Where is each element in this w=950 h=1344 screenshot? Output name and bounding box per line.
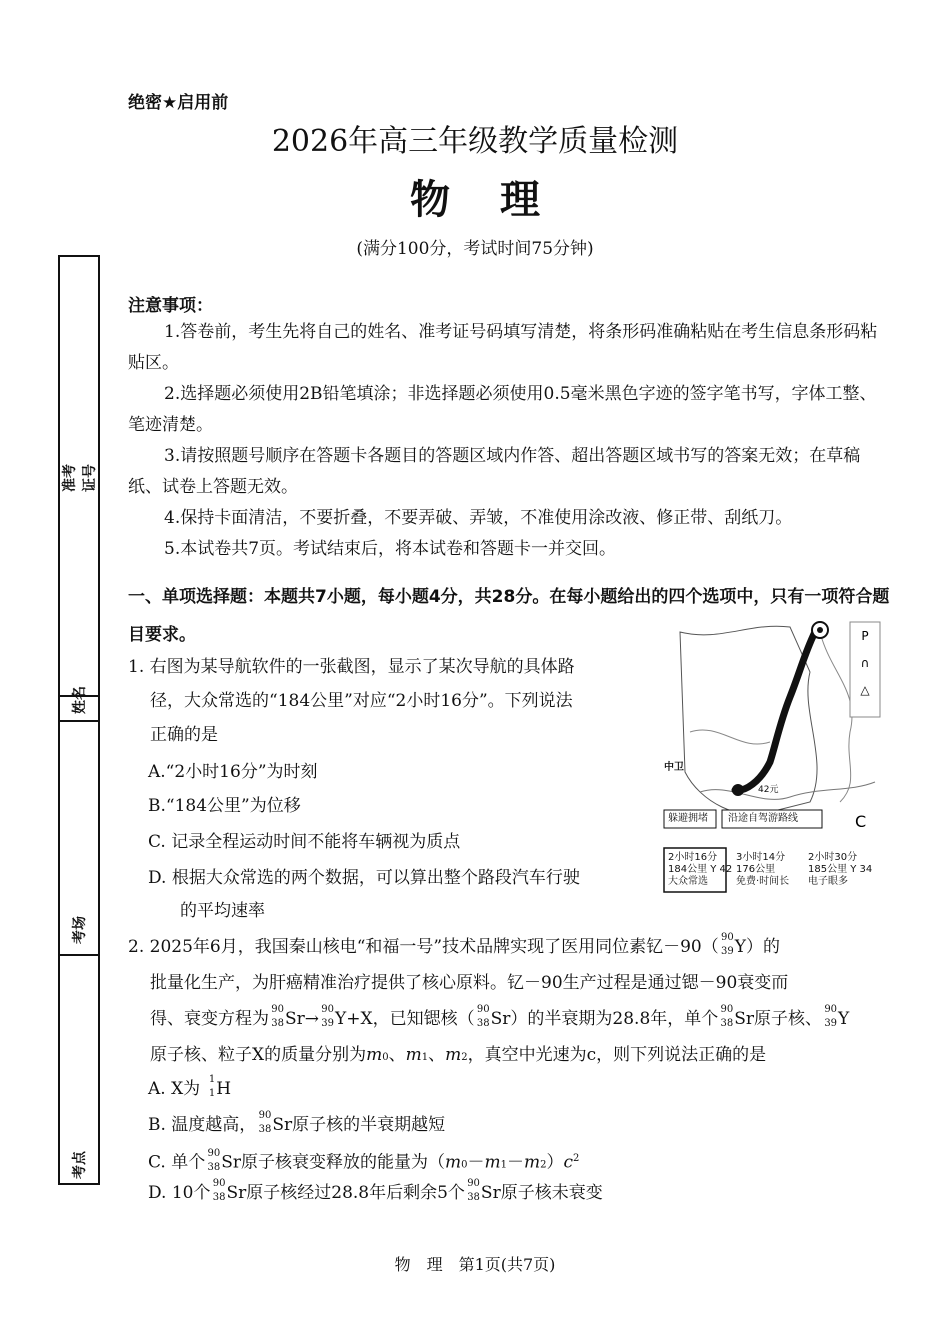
q1-option-d: D. 根据大众常选的两个数据，可以算出整个路段汽车行驶	[148, 868, 580, 888]
page-footer: 物 理 第1页(共7页)	[394, 1255, 556, 1274]
q2-text: +X，已知锶核（	[346, 1009, 475, 1029]
q1-option-c: C. 记录全程运动时间不能将车辆视为质点	[148, 832, 461, 852]
notice-heading: 注意事项：	[128, 296, 213, 316]
side-label-name: 姓名	[72, 686, 88, 714]
notice-item: 1.答卷前，考生先将自己的姓名、准考证号码填写清楚，将条形码准确粘贴在考生信息条形码粘贴区。	[128, 322, 878, 373]
route-option[interactable]	[668, 852, 732, 888]
exam-meta: (满分100分，考试时间75分钟)	[356, 239, 594, 259]
y90-nuclide: 90 39	[720, 932, 734, 957]
avoid-jam-button[interactable]: 躲避拥堵	[668, 813, 708, 824]
q1-option-a: A.“2小时16分”为时刻	[148, 762, 318, 782]
route-distance: 176公里	[736, 864, 776, 875]
y90-nuclide: 90 39	[824, 1004, 838, 1029]
route-option[interactable]	[808, 852, 872, 888]
q2-text: 原子核、	[754, 1009, 823, 1029]
notice-item: 4.保持卡面清洁，不要折叠，不要弄破、弄皱，不准使用涂改液、修正带、刮纸刀。	[164, 508, 793, 528]
notice-item: 3.请按照题号顺序在答题卡各题目的答题区域内作答、超出答题区域书写的答案无效；在草稿纸、试卷上答题无效。	[128, 446, 861, 497]
side-label-admission: 准考证号	[62, 464, 98, 492]
sr90-nuclide: 90 38	[720, 1004, 734, 1029]
side-label-site: 考点	[72, 1151, 88, 1179]
q2-text: ）的	[745, 937, 780, 957]
side-divider	[60, 954, 98, 956]
side-divider	[60, 720, 98, 722]
candidate-info-column	[58, 255, 100, 1185]
q1-stem-line: 径，大众常选的“184公里”对应“2小时16分”。下列说法	[150, 691, 573, 711]
notice-item: 2.选择题必须使用2B铅笔填涂；非选择题必须使用0.5毫米黑色字迹的签字笔书写，字体工整、笔迹清楚。	[128, 384, 877, 435]
q2-option-a: A. X为 1 1 H	[148, 1074, 232, 1099]
refresh-icon: C	[855, 812, 867, 831]
weather-icon: △	[860, 683, 870, 697]
q2-option-b: B. 温度越高， 90 38 Sr原子核的半衰期越短	[148, 1110, 446, 1135]
q2-stem-line: 原子核、粒子X的质量分别为m0、m1、m2，真空中光速为c，则下列说法正确的是	[150, 1045, 767, 1065]
navigation-screenshot	[660, 612, 885, 922]
q2-text: 原子核、粒子X的质量分别为	[150, 1045, 367, 1065]
exam-title: 2026年高三年级教学质量检测	[271, 124, 679, 159]
sr90-nuclide: 90 38	[476, 1004, 490, 1029]
route-option[interactable]	[736, 852, 789, 888]
route-tag: 免费·时间长	[736, 876, 790, 887]
confidential-mark: 绝密★启用前	[128, 93, 229, 113]
q2-text: ，真空中光速为c，则下列说法正确的是	[467, 1045, 767, 1065]
route-tag: 大众常选	[668, 876, 708, 887]
map-toll: 42元	[758, 785, 779, 795]
side-label-room: 考场	[72, 916, 88, 944]
q2-text: ）的半衰期为28.8年，单个	[510, 1009, 719, 1029]
route-distance: 184公里 Y 42	[668, 864, 733, 875]
parking-icon: P	[861, 629, 869, 643]
route-time: 3小时14分	[736, 852, 786, 863]
route-time: 2小时30分	[808, 852, 858, 863]
q2-option-d: D. 10个 90 38 Sr原子核经过28.8年后剩余5个 90 38 Sr原子核未衰变	[148, 1178, 603, 1203]
route-tag: 电子眼多	[808, 876, 848, 887]
tunnel-icon: ∩	[860, 656, 870, 670]
sr90-nuclide: 90 38	[271, 1004, 284, 1029]
q2-stem-line: 得、衰变方程为 90 38 Sr→ 90 39 Y+X，已知锶核（ 90 38 Sr）的半衰期为28.8年，单个 90 38 Sr原子核、 90 39 Y	[150, 1004, 850, 1029]
subject-title: 物理	[410, 176, 590, 223]
route-distance: 185公里 Y 34	[808, 864, 873, 875]
q1-stem-line: 正确的是	[150, 725, 218, 745]
map-place-label: 中卫	[664, 762, 684, 773]
q2-stem-line: 2. 2025年6月，我国秦山核电“和福一号”技术品牌实现了医用同位素钇－90（ 90 39 Y）的	[128, 932, 780, 957]
q1-stem-line: 1. 右图为某导航软件的一张截图，显示了某次导航的具体路	[128, 657, 575, 677]
q2-option-c: C. 单个 90 38 Sr原子核衰变释放的能量为$(m0-m1-m2)c^2$	[148, 1147, 580, 1173]
y90-nuclide: 90 39	[321, 1004, 335, 1029]
q1-option-d-cont: 的平均速率	[180, 901, 265, 921]
section-heading: 一、单项选择题：本题共7小题，每小题4分，共28分。在每小题给出的四个选项中，只有一项符合题目要求。	[128, 587, 890, 645]
scenic-route-button[interactable]: 沿途自驾游路线	[728, 813, 798, 824]
q2-stem-line: 批量化生产，为肝癌精准治疗提供了核心原料。钇－90生产过程是通过锶－90衰变而	[150, 973, 789, 993]
notice-item: 5.本试卷共7页。考试结束后，将本试卷和答题卡一并交回。	[164, 539, 617, 559]
q2-text: 2. 2025年6月，我国秦山核电“和福一号”技术品牌实现了医用同位素钇－90（	[128, 937, 719, 957]
q1-option-b: B.“184公里”为位移	[148, 796, 301, 816]
q2-text: 得、衰变方程为	[150, 1009, 269, 1029]
route-time: 2小时16分	[668, 852, 718, 863]
